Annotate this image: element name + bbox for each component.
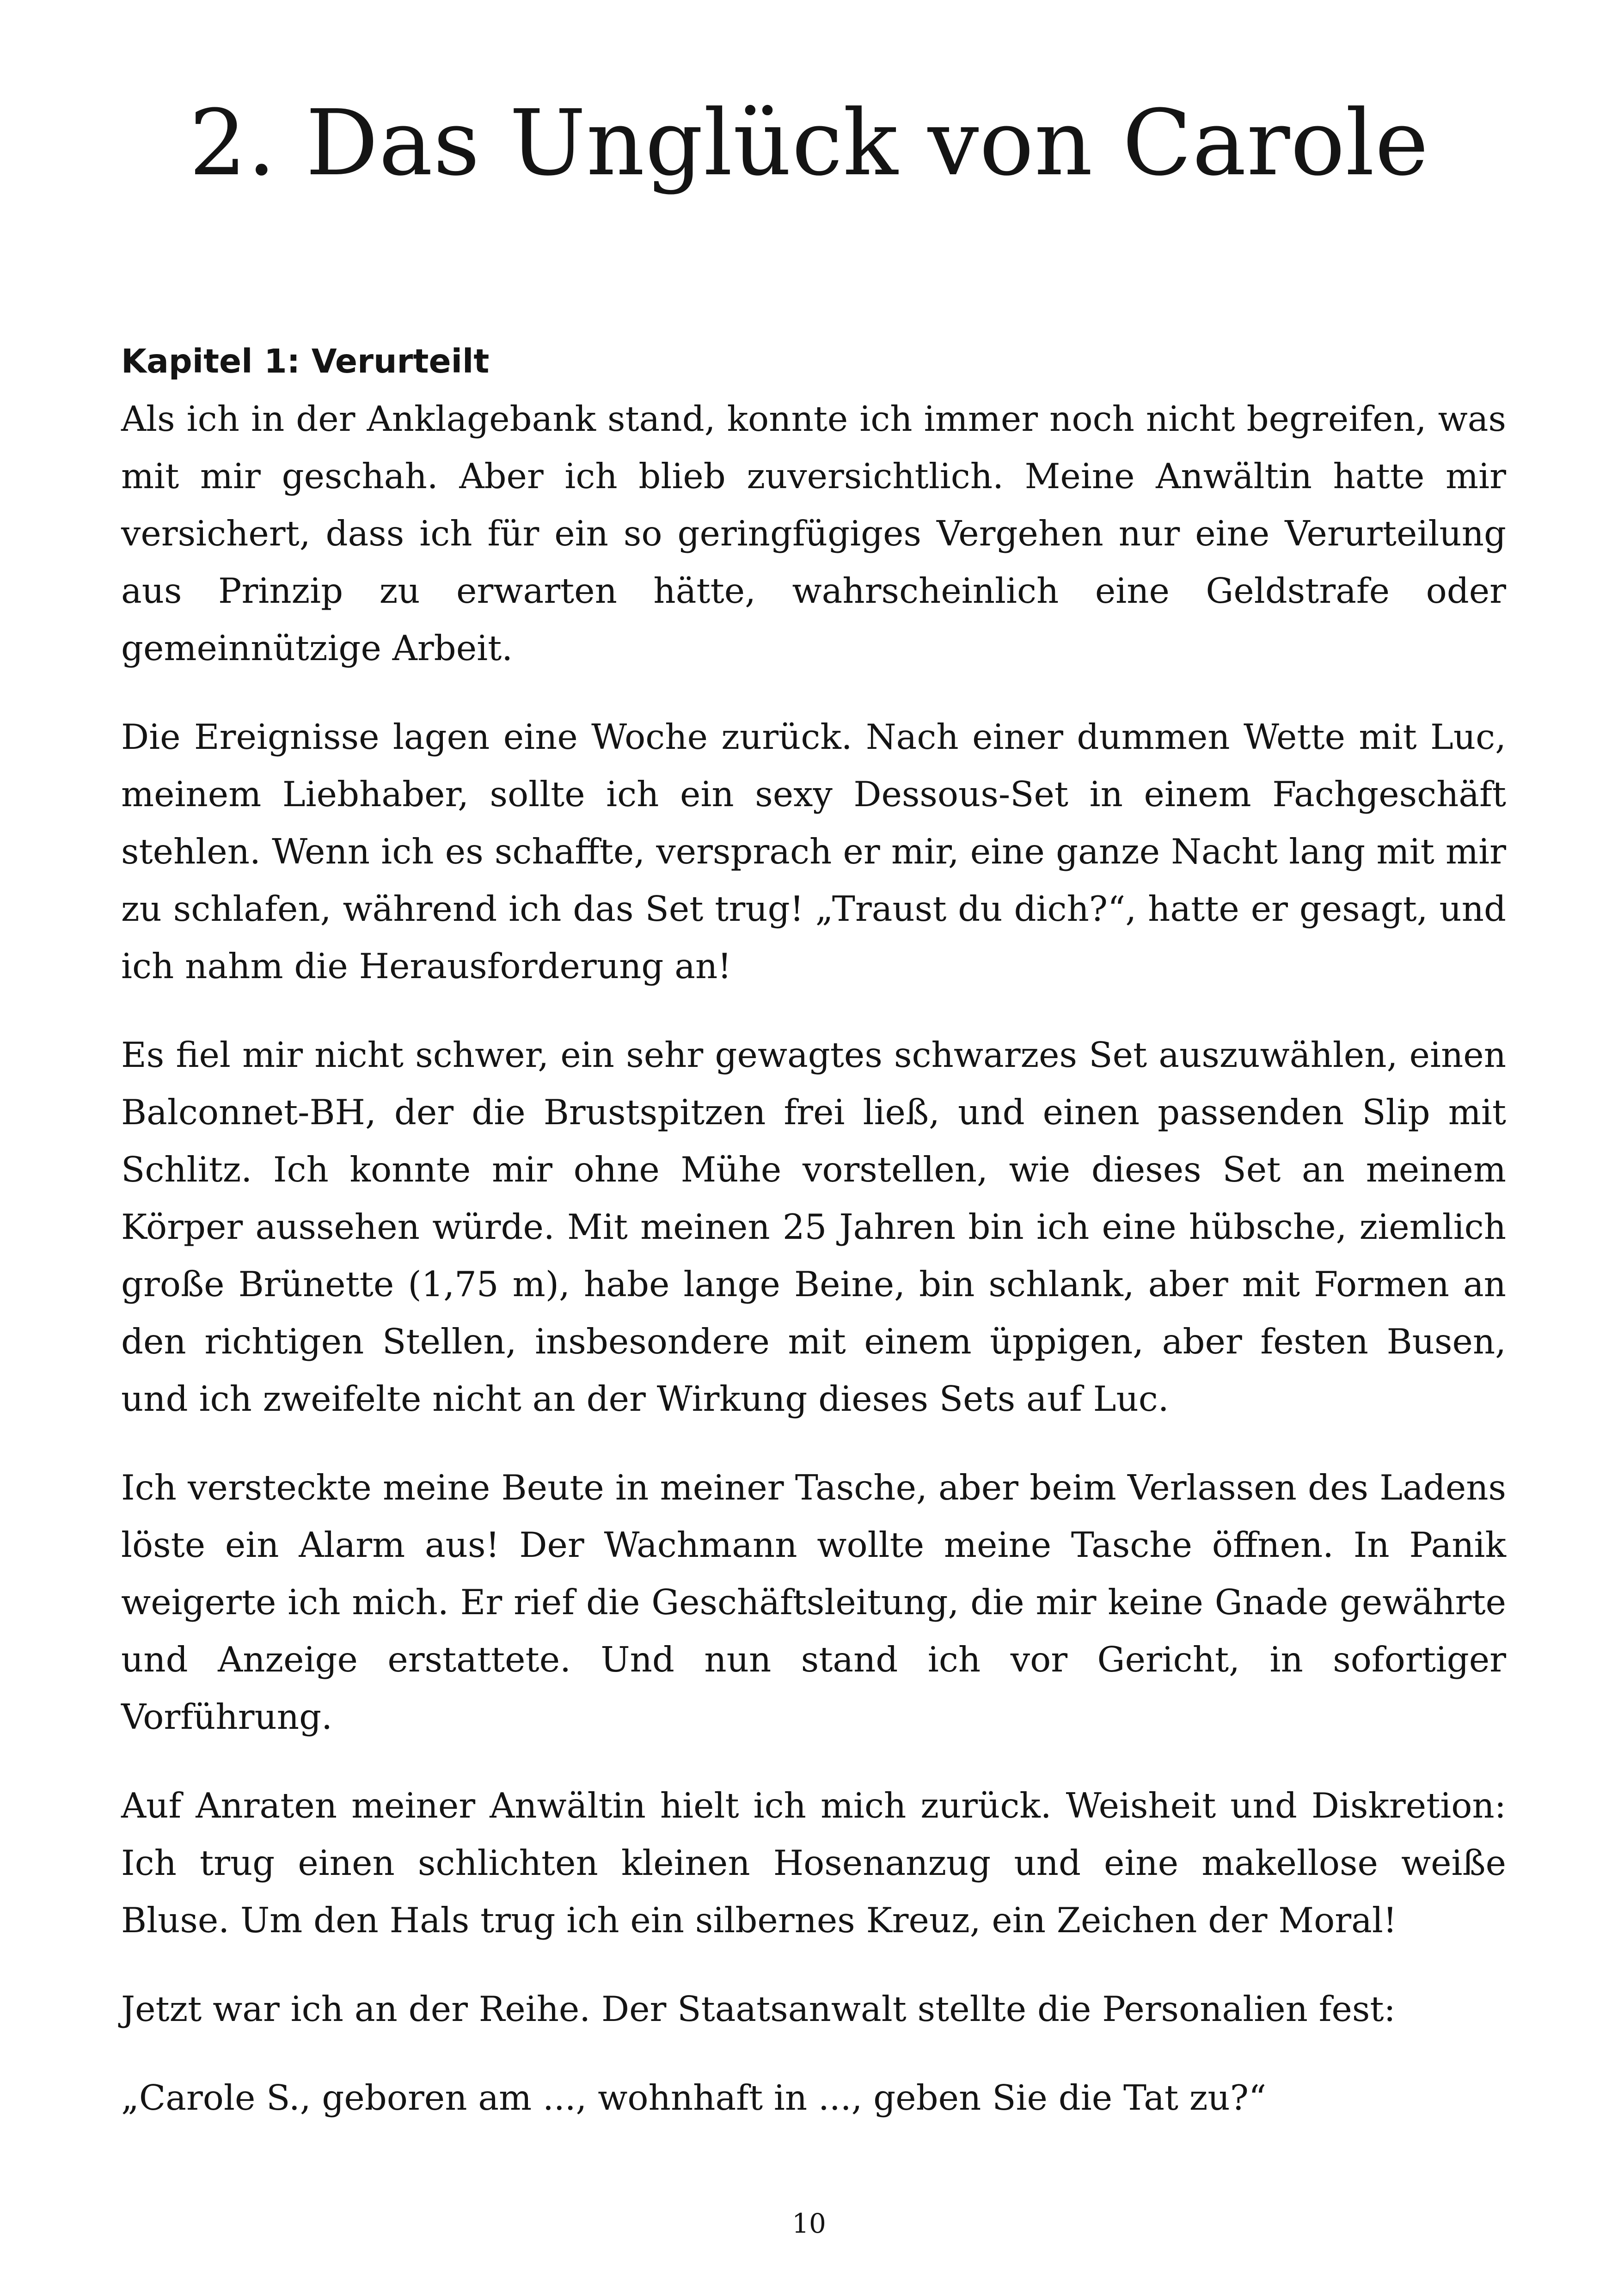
paragraph-1: Als ich in der Anklagebank stand, konnte ich immer noch nicht begreifen, was mit mir geschah. Aber ich blieb zuversichtlich. Meine Anwältin hatte mir versichert, dass ich für ein so geringfügiges Vergehen nur eine Verurteilung aus Prinzip zu erwarten hätte, wahrscheinlich eine Geldstrafe oder gemeinnützige Arbeit. [121,398,1506,668]
paragraph-3: Es fiel mir nicht schwer, ein sehr gewagtes schwarzes Set auszuwählen, einen Balconnet-BH, der die Brustspitzen frei ließ, und einen passenden Slip mit Schlitz. Ich konnte mir ohne Mühe vorstellen, wie dieses Set an meinem Körper aussehen würde. Mit meinen 25 Jahren bin ich eine hübsche, ziemlich große Brünette (1,75 m), habe lange Beine, bin schlank, aber mit Formen an den richtigen Stellen, insbesondere mit einem üppigen, aber festen Busen, und ich zweifelte nicht an der Wirkung dieses Sets auf Luc. [121,1035,1506,1419]
paragraph-4: Ich versteckte meine Beute in meiner Tasche, aber beim Verlassen des Ladens löste ein Alarm aus! Der Wachmann wollte meine Tasche öffnen. In Panik weigerte ich mich. Er rief die Geschäftsleitung, die mir keine Gnade gewährte und Anzeige erstattete. Und nun stand ich vor Gericht, in sofortiger Vorführung. [121,1467,1506,1737]
paragraph-7: „Carole S., geboren am ..., wohnhaft in ..., geben Sie die Tat zu?“ [121,2077,1267,2118]
paragraph-6: Jetzt war ich an der Reihe. Der Staatsanwalt stellte die Personalien fest: [121,1989,1396,2029]
paragraph-5: Auf Anraten meiner Anwältin hielt ich mich zurück. Weisheit und Diskretion: Ich trug einen schlichten kleinen Hosenanzug und eine makellose weiße Bluse. Um den Hals trug ich ein silbernes Kreuz, ein Zeichen der Moral! [121,1785,1506,1941]
chapter-heading: Kapitel 1: Verurteilt [121,342,490,380]
body-text [121,333,1506,2158]
page-number: 10 [792,2208,826,2239]
paragraph-2: Die Ereignisse lagen eine Woche zurück. Nach einer dummen Wette mit Luc, meinem Liebhaber, sollte ich ein sexy Dessous-Set in einem Fachgeschäft stehlen. Wenn ich es schaffte, versprach er mir, eine ganze Nacht lang mit mir zu schlafen, während ich das Set trug! „Traust du dich?“, hatte er gesagt, und ich nahm die Herausforderung an! [121,716,1506,986]
page-title: 2. Das Unglück von Carole [189,91,1429,196]
